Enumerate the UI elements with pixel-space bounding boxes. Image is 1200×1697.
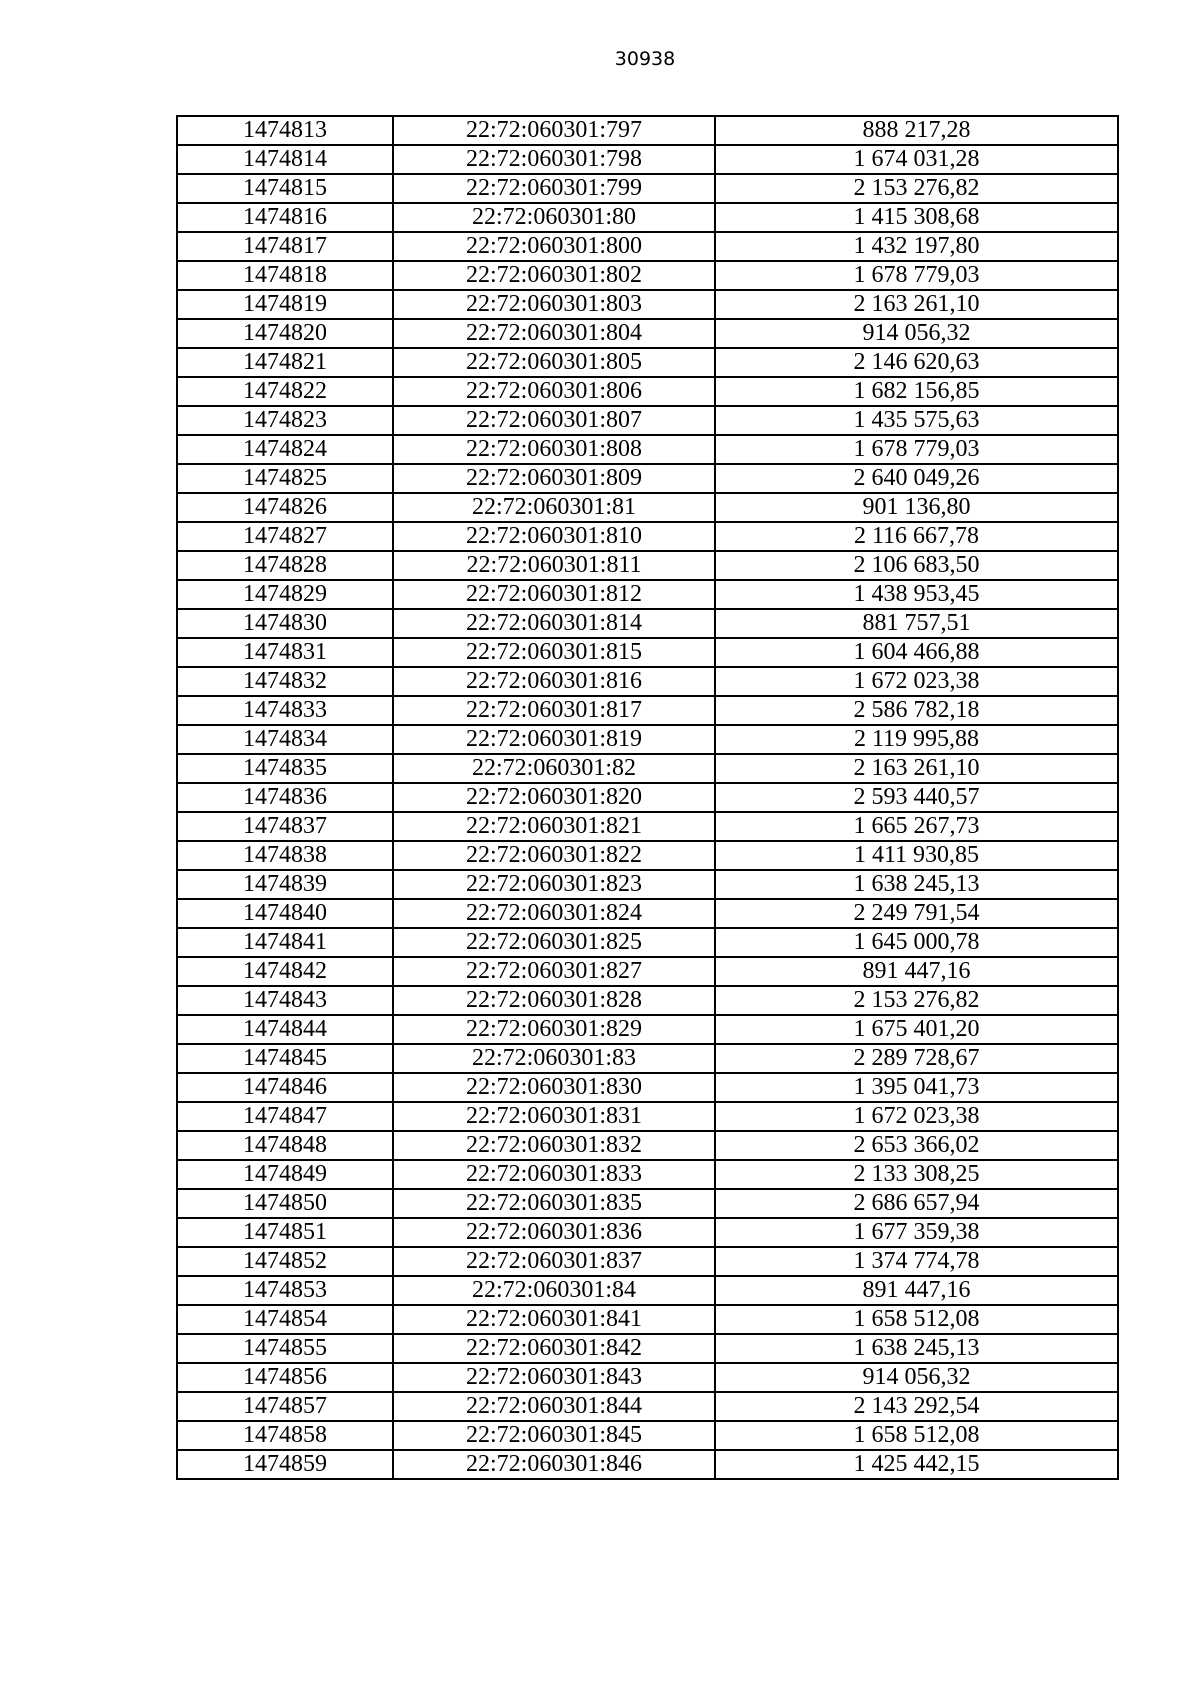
cadastral-number-cell: 22:72:060301:811 bbox=[393, 551, 715, 580]
record-id-cell: 1474855 bbox=[177, 1334, 393, 1363]
record-id-cell: 1474839 bbox=[177, 870, 393, 899]
cadastral-number-cell: 22:72:060301:816 bbox=[393, 667, 715, 696]
record-id-cell: 1474828 bbox=[177, 551, 393, 580]
record-id-cell: 1474824 bbox=[177, 435, 393, 464]
record-id-cell: 1474840 bbox=[177, 899, 393, 928]
record-id-cell: 1474814 bbox=[177, 145, 393, 174]
table-row bbox=[177, 899, 1118, 928]
record-id-cell: 1474832 bbox=[177, 667, 393, 696]
record-id-cell: 1474859 bbox=[177, 1450, 393, 1479]
record-id-cell: 1474852 bbox=[177, 1247, 393, 1276]
table-row bbox=[177, 783, 1118, 812]
table-row bbox=[177, 1073, 1118, 1102]
table-row bbox=[177, 609, 1118, 638]
cadastral-number-cell: 22:72:060301:819 bbox=[393, 725, 715, 754]
cadastral-number-cell: 22:72:060301:799 bbox=[393, 174, 715, 203]
table-row bbox=[177, 522, 1118, 551]
record-id-cell: 1474816 bbox=[177, 203, 393, 232]
cadastral-number-cell: 22:72:060301:798 bbox=[393, 145, 715, 174]
value-cell: 2 163 261,10 bbox=[715, 290, 1118, 319]
value-cell: 2 686 657,94 bbox=[715, 1189, 1118, 1218]
table-row bbox=[177, 232, 1118, 261]
cadastral-number-cell: 22:72:060301:812 bbox=[393, 580, 715, 609]
cadastral-number-cell: 22:72:060301:835 bbox=[393, 1189, 715, 1218]
record-id-cell: 1474820 bbox=[177, 319, 393, 348]
value-cell: 1 425 442,15 bbox=[715, 1450, 1118, 1479]
record-id-cell: 1474815 bbox=[177, 174, 393, 203]
value-cell: 2 116 667,78 bbox=[715, 522, 1118, 551]
value-cell: 2 119 995,88 bbox=[715, 725, 1118, 754]
value-cell: 901 136,80 bbox=[715, 493, 1118, 522]
record-id-cell: 1474827 bbox=[177, 522, 393, 551]
table-row bbox=[177, 406, 1118, 435]
value-cell: 2 289 728,67 bbox=[715, 1044, 1118, 1073]
value-cell: 2 249 791,54 bbox=[715, 899, 1118, 928]
value-cell: 2 133 308,25 bbox=[715, 1160, 1118, 1189]
cadastral-number-cell: 22:72:060301:800 bbox=[393, 232, 715, 261]
table-row bbox=[177, 1421, 1118, 1450]
table-row bbox=[177, 754, 1118, 783]
table-row bbox=[177, 551, 1118, 580]
value-cell: 1 435 575,63 bbox=[715, 406, 1118, 435]
record-id-cell: 1474817 bbox=[177, 232, 393, 261]
table-row bbox=[177, 203, 1118, 232]
value-cell: 1 395 041,73 bbox=[715, 1073, 1118, 1102]
cadastral-number-cell: 22:72:060301:844 bbox=[393, 1392, 715, 1421]
cadastral-number-cell: 22:72:060301:810 bbox=[393, 522, 715, 551]
table-row bbox=[177, 145, 1118, 174]
cadastral-number-cell: 22:72:060301:824 bbox=[393, 899, 715, 928]
record-id-cell: 1474830 bbox=[177, 609, 393, 638]
record-id-cell: 1474842 bbox=[177, 957, 393, 986]
table-row bbox=[177, 841, 1118, 870]
cadastral-number-cell: 22:72:060301:832 bbox=[393, 1131, 715, 1160]
record-id-cell: 1474854 bbox=[177, 1305, 393, 1334]
record-id-cell: 1474822 bbox=[177, 377, 393, 406]
record-id-cell: 1474823 bbox=[177, 406, 393, 435]
table-row bbox=[177, 1015, 1118, 1044]
record-id-cell: 1474841 bbox=[177, 928, 393, 957]
table-row bbox=[177, 1247, 1118, 1276]
value-cell: 1 411 930,85 bbox=[715, 841, 1118, 870]
value-cell: 1 672 023,38 bbox=[715, 1102, 1118, 1131]
cadastral-number-cell: 22:72:060301:823 bbox=[393, 870, 715, 899]
cadastral-number-cell: 22:72:060301:837 bbox=[393, 1247, 715, 1276]
cadastral-number-cell: 22:72:060301:828 bbox=[393, 986, 715, 1015]
record-id-cell: 1474850 bbox=[177, 1189, 393, 1218]
table-row bbox=[177, 290, 1118, 319]
record-id-cell: 1474826 bbox=[177, 493, 393, 522]
value-cell: 1 665 267,73 bbox=[715, 812, 1118, 841]
record-id-cell: 1474845 bbox=[177, 1044, 393, 1073]
value-cell: 1 658 512,08 bbox=[715, 1305, 1118, 1334]
table-row bbox=[177, 1276, 1118, 1305]
record-id-cell: 1474837 bbox=[177, 812, 393, 841]
value-cell: 2 593 440,57 bbox=[715, 783, 1118, 812]
value-cell: 1 675 401,20 bbox=[715, 1015, 1118, 1044]
table-row bbox=[177, 1131, 1118, 1160]
record-id-cell: 1474847 bbox=[177, 1102, 393, 1131]
cadastral-number-cell: 22:72:060301:80 bbox=[393, 203, 715, 232]
value-cell: 1 432 197,80 bbox=[715, 232, 1118, 261]
table-row bbox=[177, 986, 1118, 1015]
value-cell: 1 678 779,03 bbox=[715, 261, 1118, 290]
table-row bbox=[177, 1305, 1118, 1334]
value-cell: 1 677 359,38 bbox=[715, 1218, 1118, 1247]
record-id-cell: 1474836 bbox=[177, 783, 393, 812]
table-row bbox=[177, 725, 1118, 754]
value-cell: 2 640 049,26 bbox=[715, 464, 1118, 493]
record-id-cell: 1474834 bbox=[177, 725, 393, 754]
cadastral-number-cell: 22:72:060301:806 bbox=[393, 377, 715, 406]
record-id-cell: 1474857 bbox=[177, 1392, 393, 1421]
cadastral-number-cell: 22:72:060301:797 bbox=[393, 116, 715, 145]
record-id-cell: 1474833 bbox=[177, 696, 393, 725]
value-cell: 1 672 023,38 bbox=[715, 667, 1118, 696]
record-id-cell: 1474813 bbox=[177, 116, 393, 145]
value-cell: 1 658 512,08 bbox=[715, 1421, 1118, 1450]
table-row bbox=[177, 957, 1118, 986]
cadastral-number-cell: 22:72:060301:802 bbox=[393, 261, 715, 290]
cadastral-number-cell: 22:72:060301:821 bbox=[393, 812, 715, 841]
table-row bbox=[177, 377, 1118, 406]
value-cell: 1 438 953,45 bbox=[715, 580, 1118, 609]
cadastral-number-cell: 22:72:060301:82 bbox=[393, 754, 715, 783]
record-id-cell: 1474844 bbox=[177, 1015, 393, 1044]
table-row bbox=[177, 696, 1118, 725]
table-row bbox=[177, 116, 1118, 145]
table-row bbox=[177, 1160, 1118, 1189]
value-cell: 881 757,51 bbox=[715, 609, 1118, 638]
table-row bbox=[177, 1044, 1118, 1073]
cadastral-number-cell: 22:72:060301:827 bbox=[393, 957, 715, 986]
value-cell: 1 604 466,88 bbox=[715, 638, 1118, 667]
cadastral-number-cell: 22:72:060301:831 bbox=[393, 1102, 715, 1131]
cadastral-number-cell: 22:72:060301:825 bbox=[393, 928, 715, 957]
record-id-cell: 1474835 bbox=[177, 754, 393, 783]
cadastral-number-cell: 22:72:060301:807 bbox=[393, 406, 715, 435]
record-id-cell: 1474821 bbox=[177, 348, 393, 377]
table-row bbox=[177, 319, 1118, 348]
record-id-cell: 1474853 bbox=[177, 1276, 393, 1305]
value-cell: 2 146 620,63 bbox=[715, 348, 1118, 377]
cadastral-number-cell: 22:72:060301:817 bbox=[393, 696, 715, 725]
record-id-cell: 1474848 bbox=[177, 1131, 393, 1160]
record-id-cell: 1474858 bbox=[177, 1421, 393, 1450]
cadastral-number-cell: 22:72:060301:808 bbox=[393, 435, 715, 464]
cadastral-number-cell: 22:72:060301:83 bbox=[393, 1044, 715, 1073]
cadastral-number-cell: 22:72:060301:833 bbox=[393, 1160, 715, 1189]
table-row bbox=[177, 1450, 1118, 1479]
value-cell: 2 143 292,54 bbox=[715, 1392, 1118, 1421]
table-row bbox=[177, 464, 1118, 493]
cadastral-number-cell: 22:72:060301:822 bbox=[393, 841, 715, 870]
value-cell: 1 682 156,85 bbox=[715, 377, 1118, 406]
value-cell: 2 153 276,82 bbox=[715, 986, 1118, 1015]
table-row bbox=[177, 812, 1118, 841]
value-cell: 1 374 774,78 bbox=[715, 1247, 1118, 1276]
records-table bbox=[176, 115, 1119, 1480]
cadastral-number-cell: 22:72:060301:845 bbox=[393, 1421, 715, 1450]
table-row bbox=[177, 1218, 1118, 1247]
table-row bbox=[177, 348, 1118, 377]
table-row bbox=[177, 1189, 1118, 1218]
cadastral-number-cell: 22:72:060301:841 bbox=[393, 1305, 715, 1334]
record-id-cell: 1474849 bbox=[177, 1160, 393, 1189]
record-id-cell: 1474825 bbox=[177, 464, 393, 493]
cadastral-number-cell: 22:72:060301:843 bbox=[393, 1363, 715, 1392]
value-cell: 1 415 308,68 bbox=[715, 203, 1118, 232]
records-table-body bbox=[177, 116, 1118, 1479]
value-cell: 888 217,28 bbox=[715, 116, 1118, 145]
cadastral-number-cell: 22:72:060301:836 bbox=[393, 1218, 715, 1247]
cadastral-number-cell: 22:72:060301:814 bbox=[393, 609, 715, 638]
cadastral-number-cell: 22:72:060301:829 bbox=[393, 1015, 715, 1044]
table-row bbox=[177, 493, 1118, 522]
value-cell: 2 153 276,82 bbox=[715, 174, 1118, 203]
value-cell: 914 056,32 bbox=[715, 1363, 1118, 1392]
record-id-cell: 1474851 bbox=[177, 1218, 393, 1247]
cadastral-number-cell: 22:72:060301:81 bbox=[393, 493, 715, 522]
cadastral-number-cell: 22:72:060301:805 bbox=[393, 348, 715, 377]
value-cell: 2 586 782,18 bbox=[715, 696, 1118, 725]
cadastral-number-cell: 22:72:060301:84 bbox=[393, 1276, 715, 1305]
table-row bbox=[177, 174, 1118, 203]
cadastral-number-cell: 22:72:060301:809 bbox=[393, 464, 715, 493]
record-id-cell: 1474856 bbox=[177, 1363, 393, 1392]
cadastral-number-cell: 22:72:060301:803 bbox=[393, 290, 715, 319]
table-row bbox=[177, 1102, 1118, 1131]
table-row bbox=[177, 667, 1118, 696]
table-row bbox=[177, 435, 1118, 464]
value-cell: 1 638 245,13 bbox=[715, 1334, 1118, 1363]
value-cell: 891 447,16 bbox=[715, 957, 1118, 986]
table-row bbox=[177, 1363, 1118, 1392]
record-id-cell: 1474843 bbox=[177, 986, 393, 1015]
record-id-cell: 1474831 bbox=[177, 638, 393, 667]
record-id-cell: 1474829 bbox=[177, 580, 393, 609]
cadastral-number-cell: 22:72:060301:846 bbox=[393, 1450, 715, 1479]
table-row bbox=[177, 928, 1118, 957]
value-cell: 1 638 245,13 bbox=[715, 870, 1118, 899]
value-cell: 2 163 261,10 bbox=[715, 754, 1118, 783]
value-cell: 2 106 683,50 bbox=[715, 551, 1118, 580]
table-row bbox=[177, 1334, 1118, 1363]
record-id-cell: 1474819 bbox=[177, 290, 393, 319]
cadastral-number-cell: 22:72:060301:842 bbox=[393, 1334, 715, 1363]
value-cell: 914 056,32 bbox=[715, 319, 1118, 348]
value-cell: 2 653 366,02 bbox=[715, 1131, 1118, 1160]
value-cell: 1 678 779,03 bbox=[715, 435, 1118, 464]
table-row bbox=[177, 638, 1118, 667]
value-cell: 891 447,16 bbox=[715, 1276, 1118, 1305]
record-id-cell: 1474818 bbox=[177, 261, 393, 290]
value-cell: 1 645 000,78 bbox=[715, 928, 1118, 957]
cadastral-number-cell: 22:72:060301:804 bbox=[393, 319, 715, 348]
page-number: 30938 bbox=[614, 48, 676, 70]
cadastral-number-cell: 22:72:060301:830 bbox=[393, 1073, 715, 1102]
table-row bbox=[177, 261, 1118, 290]
table-row bbox=[177, 1392, 1118, 1421]
table-row bbox=[177, 580, 1118, 609]
record-id-cell: 1474838 bbox=[177, 841, 393, 870]
cadastral-number-cell: 22:72:060301:815 bbox=[393, 638, 715, 667]
table-row bbox=[177, 870, 1118, 899]
value-cell: 1 674 031,28 bbox=[715, 145, 1118, 174]
cadastral-number-cell: 22:72:060301:820 bbox=[393, 783, 715, 812]
record-id-cell: 1474846 bbox=[177, 1073, 393, 1102]
